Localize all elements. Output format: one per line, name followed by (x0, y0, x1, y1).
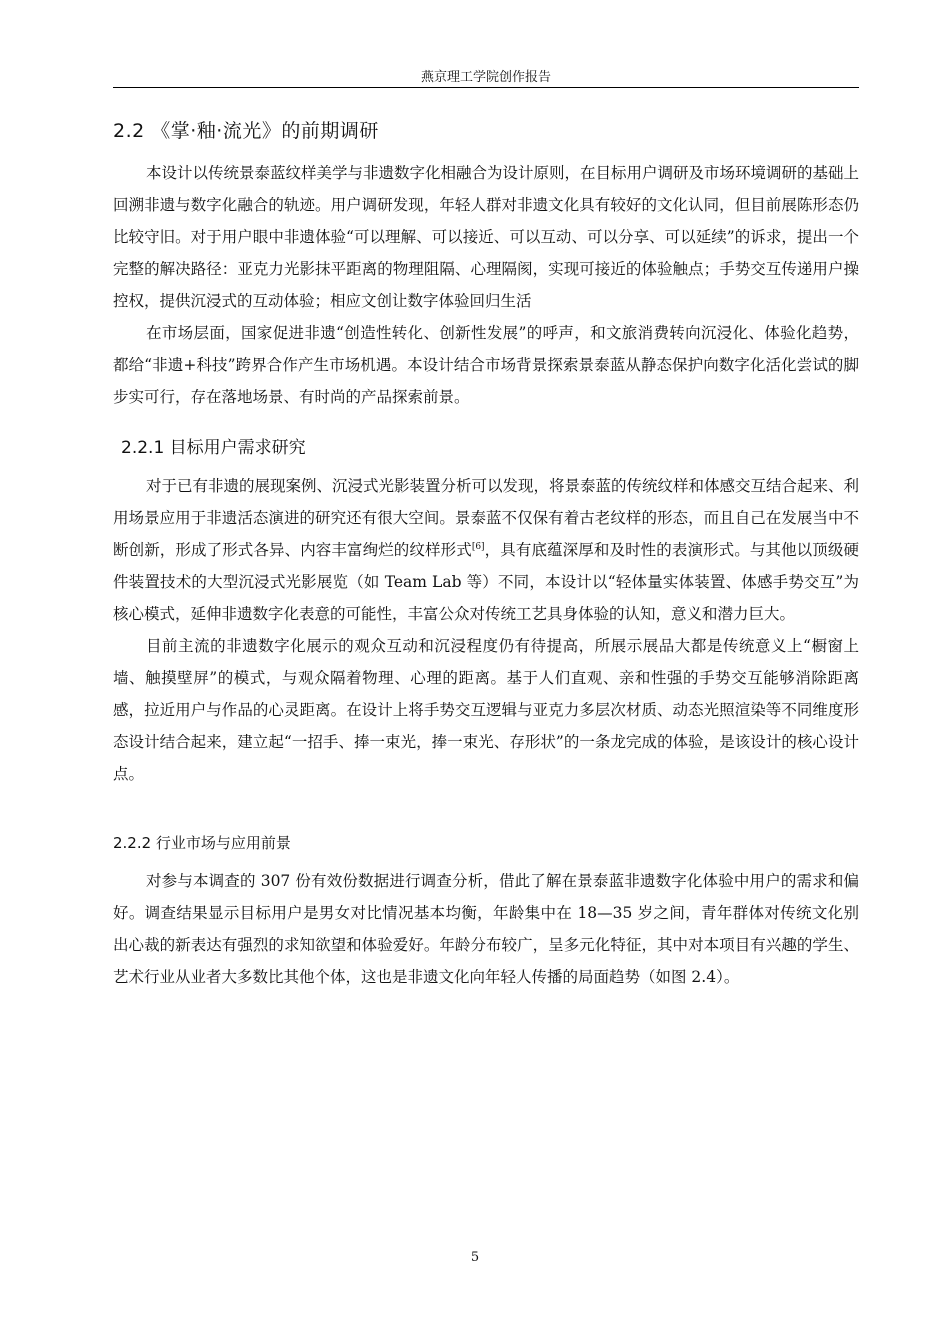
subsection-1-paragraph-1 (113, 470, 859, 630)
subsection-1-paragraph-2: 目前主流的非遗数字化展示的观众互动和沉浸程度仍有待提高，所展示展品大都是传统意义上“橱窗上墙、触摸壁屏”的模式，与观众隔着物理、心理的距离。基于人们直观、亲和性强的手势交互能够消除距离感，拉近用户与作品的心灵距离。在设计上将手势交互逻辑与亚克力多层次材质、动态光照渲染等不同维度形态设计结合起来，建立起“一招手、捧一束光，捧一束光、存形状”的一条龙完成的体验，是该设计的核心设计点。 (113, 637, 859, 783)
p1-text-after: ，具有底蕴深厚和及时性的表演形式。与其他以顶级硬件装置技术的大型沉浸式光影展览（如 Team Lab 等）不同，本设计以“轻体量实体装置、体感手势交互”为核心模式，延伸非遗数字化表意的可能性，丰富公众对传统工艺具身体验的认知，意义和潜力巨大。 (113, 541, 859, 623)
section-heading: 2.2 《掌·釉·流光》的前期调研 (113, 120, 379, 142)
header-rule (113, 87, 859, 88)
p1-text-before: 对于已有非遗的展现案例、沉浸式光影装置分析可以发现，将景泰蓝的传统纹样和体感交互结合起来、利用场景应用于非遗活态演进的研究还有很大空间。景泰蓝不仅保有着古老纹样的形态，而且自己在发展当中不断创新，形成了形式各异、内容丰富绚烂的纹样形式 (113, 477, 860, 559)
section-paragraph-1: 本设计以传统景泰蓝纹样美学与非遗数字化相融合为设计原则，在目标用户调研及市场环境调研的基础上回溯非遗与数字化融合的轨迹。用户调研发现，年轻人群对非遗文化具有较好的文化认同，但目前展陈形态仍比较守旧。对于用户眼中非遗体验“可以理解、可以接近、可以互动、可以分享、可以延续”的诉求，提出一个完整的解决路径：亚克力光影抹平距离的物理阻隔、心理隔阂，实现可接近的体验触点；手势交互传递用户操控权，提供沉浸式的互动体验；相应文创让数字体验回归生活 (113, 164, 860, 310)
running-header: 燕京理工学院创作报告 (420, 70, 551, 85)
section-paragraph-2: 在市场层面，国家促进非遗“创造性转化、创新性发展”的呼声，和文旅消费转向沉浸化、体验化趋势，都给“非遗+科技”跨界合作产生市场机遇。本设计结合市场背景探索景泰蓝从静态保护向数字化活化尝试的脚步实可行，存在落地场景、有时尚的产品探索前景。 (113, 324, 859, 406)
page-body (113, 110, 859, 993)
page-number: 5 (470, 1250, 480, 1265)
subsection-heading-2: 2.2.2 行业市场与应用前景 (113, 834, 291, 852)
subsection-heading-1: 2.2.1 目标用户需求研究 (121, 438, 306, 458)
subsection-2-paragraph-1: 对参与本调查的 307 份有效份数据进行调查分析，借此了解在景泰蓝非遗数字化体验中用户的需求和偏好。调查结果显示目标用户是男女对比情况基本均衡，年龄集中在 18—35 岁之间，青年群体对传统文化别出心裁的新表达有强烈的求知欲望和体验爱好。年龄分布较广，呈多元化特征，其中对本项目有兴趣的学生、艺术行业从业者大多数比其他个体，这也是非遗文化向年轻人传播的局面趋势（如图 2.4）。 (113, 872, 859, 986)
citation: [6] (471, 541, 485, 552)
